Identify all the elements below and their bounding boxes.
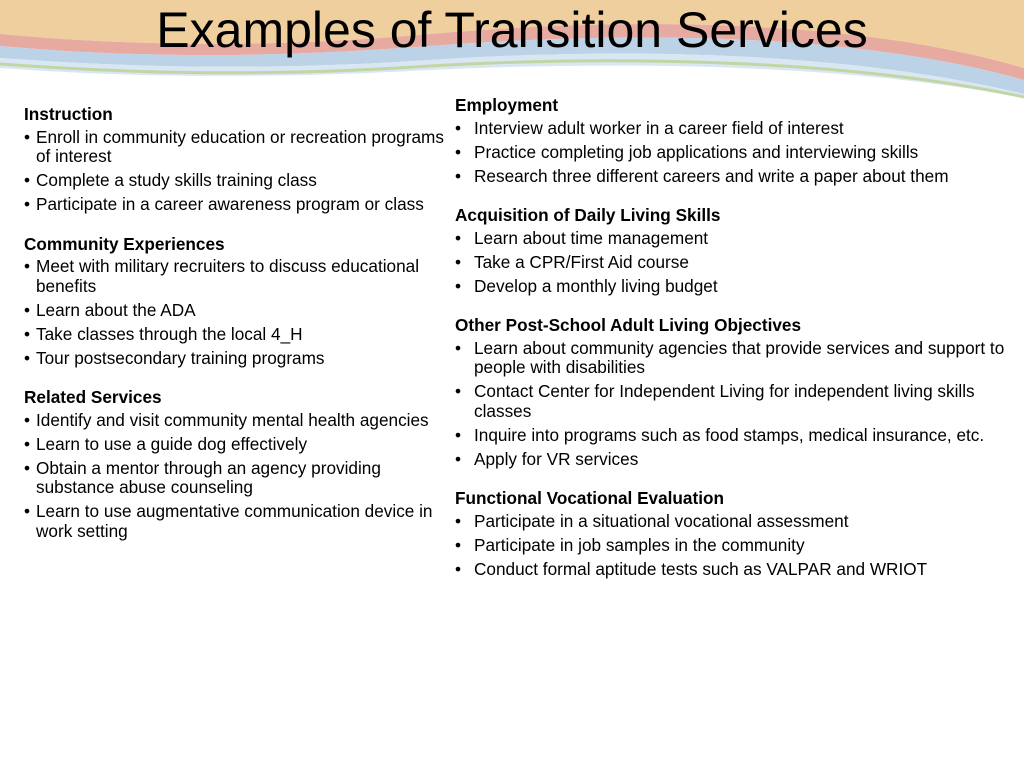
list-item: • Research three different careers and write a paper about them bbox=[455, 167, 1015, 187]
bullet-list bbox=[455, 339, 1015, 470]
bullet-list bbox=[24, 257, 444, 368]
section-employment bbox=[455, 96, 1015, 186]
list-item: • Develop a monthly living budget bbox=[455, 277, 1015, 297]
section-acquisition-of-daily-living-skills bbox=[455, 206, 1015, 296]
list-item: • Identify and visit community mental health agencies bbox=[24, 411, 444, 431]
list-item: • Practice completing job applications and interviewing skills bbox=[455, 143, 1015, 163]
list-item: • Contact Center for Independent Living for independent living skills classes bbox=[455, 382, 1015, 421]
list-item: • Enroll in community education or recreation programs of interest bbox=[24, 128, 444, 167]
list-item: • Obtain a mentor through an agency providing substance abuse counseling bbox=[24, 459, 444, 498]
bullet-list bbox=[24, 128, 444, 215]
section-community-experiences bbox=[24, 235, 444, 369]
left-column bbox=[24, 105, 444, 561]
slide-title: Examples of Transition Services bbox=[156, 2, 868, 58]
list-item: • Take classes through the local 4_H bbox=[24, 325, 444, 345]
section-related-services bbox=[24, 388, 444, 541]
list-item: • Learn to use augmentative communication device in work setting bbox=[24, 502, 444, 541]
list-item: • Participate in job samples in the community bbox=[455, 536, 1015, 556]
section-heading: Community Experiences bbox=[24, 233, 225, 254]
section-heading: Employment bbox=[455, 95, 559, 115]
list-item: • Complete a study skills training class bbox=[24, 171, 444, 191]
list-item: • Meet with military recruiters to discuss educational benefits bbox=[24, 257, 444, 296]
section-heading: Functional Vocational Evaluation bbox=[455, 488, 724, 508]
bullet-list bbox=[24, 411, 444, 542]
section-heading: Other Post-School Adult Living Objectives bbox=[455, 315, 802, 335]
list-item: • Learn about time management bbox=[455, 229, 1015, 249]
list-item: • Learn about community agencies that provide services and support to people with disabilities bbox=[455, 339, 1015, 378]
section-instruction bbox=[24, 105, 444, 215]
section-other-post-school-adult-living-objectives bbox=[455, 316, 1015, 469]
list-item: • Inquire into programs such as food stamps, medical insurance, etc. bbox=[455, 426, 1015, 446]
list-item: • Learn about the ADA bbox=[24, 301, 444, 321]
right-column bbox=[455, 96, 1015, 599]
list-item: • Participate in a career awareness program or class bbox=[24, 195, 444, 215]
list-item: • Tour postsecondary training programs bbox=[24, 349, 444, 369]
bullet-list bbox=[455, 229, 1015, 297]
list-item: • Learn to use a guide dog effectively bbox=[24, 435, 444, 455]
list-item: • Apply for VR services bbox=[455, 450, 1015, 470]
section-heading: Acquisition of Daily Living Skills bbox=[455, 205, 721, 225]
list-item: • Take a CPR/First Aid course bbox=[455, 253, 1015, 273]
bullet-list bbox=[455, 512, 1015, 580]
section-heading: Instruction bbox=[24, 104, 113, 124]
list-item: • Participate in a situational vocational assessment bbox=[455, 512, 1015, 532]
list-item: • Conduct formal aptitude tests such as VALPAR and WRIOT bbox=[455, 560, 1015, 580]
section-functional-vocational-evaluation bbox=[455, 489, 1015, 579]
list-item: • Interview adult worker in a career field of interest bbox=[455, 119, 1015, 139]
section-heading: Related Services bbox=[24, 387, 162, 407]
bullet-list bbox=[455, 119, 1015, 187]
